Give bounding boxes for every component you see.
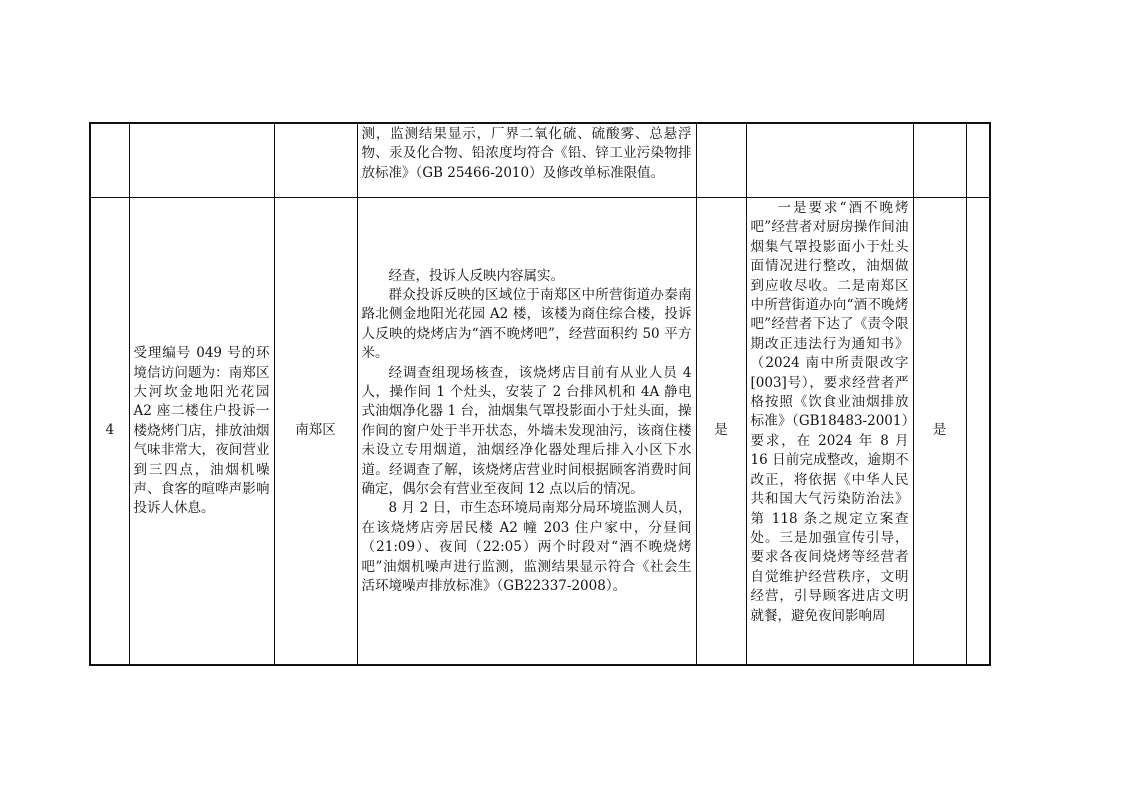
- findings-cell: [357, 198, 696, 666]
- verified-cell: 是: [696, 198, 746, 666]
- findings-paragraph: 经调查组现场核查，该烧烤店目前有从业人员 4 人，操作间 1 个灶头，安装了 2 台排风机和 4A 静电式油烟净化器 1 台，油烟集气罩投影面小于灶头面，操作间的窗户处于半开状态，外墙未发现油污，该商住楼未设立专用烟道，油烟经净化器处理后排入小区下水道。经调查了解，该烧烤店营业时间根据顾客消费时间确定，偶尔会有营业至夜间 12 点以后的情况。: [361, 364, 692, 498]
- table-row: [90, 123, 990, 198]
- measures-cell: [746, 198, 913, 666]
- findings-paragraph: 经查，投诉人反映内容属实。: [388, 267, 564, 284]
- verified-cell: [696, 123, 746, 198]
- complaint-table: [89, 122, 991, 666]
- table-row: [90, 198, 990, 666]
- issue-text: 受理编号 049 号的环境信访问题为：南郑区大河坎金地阳光花园 A2 座二楼住户投诉一楼烧烤门店，排放油烟气味非常大，夜间营业到三四点，油烟机噪声、食客的喧哗声影响投诉人休息。: [133, 345, 270, 517]
- rectified-cell: 是: [913, 198, 966, 666]
- index-cell: [90, 123, 129, 198]
- findings-cell: [357, 123, 696, 198]
- issue-cell: [129, 123, 274, 198]
- note-cell: [966, 198, 990, 666]
- measures-cell: [746, 123, 913, 198]
- index-cell: 4: [90, 198, 129, 666]
- district-cell: 南郑区: [274, 198, 357, 666]
- district-cell: [274, 123, 357, 198]
- findings-paragraph: 群众投诉反映的区域位于南郑区中所营街道办秦南路北侧金地阳光花园 A2 楼，该楼为商住综合楼，投诉人反映的烧烤店为“酒不晚烤吧”，经营面积约 50 平方米。: [361, 286, 692, 362]
- findings-paragraph: 8 月 2 日，市生态环境局南郑分局环境监测人员，在该烧烤店旁居民楼 A2 幢 203 住户家中，分昼间（21:09）、夜间（22:05）两个时段对“酒不晚烧烤吧”油烟机噪声进行监测，监测结果显示符合《社会生活环境噪声排放标准》（GB22337-2008）。: [361, 500, 692, 595]
- measures-text: 一是要求“酒不晚烤吧”经营者对厨房操作间油烟集气罩投影面小于灶头面情况进行整改，油烟做到应收尽收。二是南郑区中所营街道办向“酒不晚烤吧”经营者下达了《责令限期改正违法行为通知书》（2024 南中所责限改字[003]号），要求经营者严格按照《饮食业油烟排放标准》（GB18483-2001）要求，在 2024 年 8 月 16 日前完成整改，逾期不改正，将依据《中华人民共和国大气污染防治法》第 118 条之规定立案查处。三是加强宣传引导，要求各夜间烧烤等经营者自觉维护经营秩序，文明经营，引导顾客进店文明就餐，避免夜间影响周: [750, 200, 909, 624]
- issue-cell: [129, 198, 274, 666]
- findings-continued-text: 测，监测结果显示，厂界二氧化硫、硫酸雾、总悬浮物、汞及化合物、铅浓度均符合《铅、锌工业污染物排放标准》（GB 25466-2010）及修改单标准限值。: [361, 126, 692, 181]
- rectified-cell: [913, 123, 966, 198]
- note-cell: [966, 123, 990, 198]
